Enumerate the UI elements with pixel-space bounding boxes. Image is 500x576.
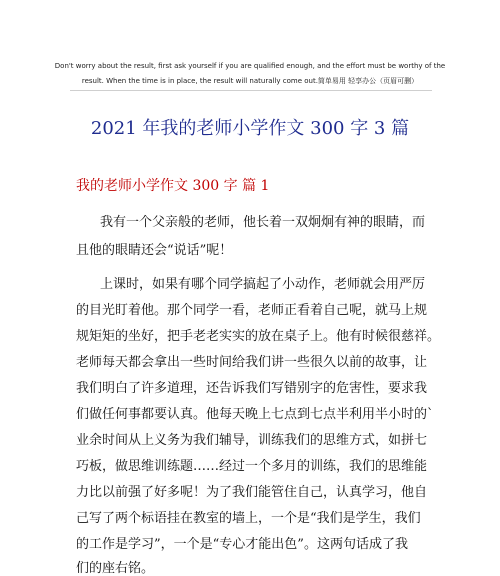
paragraph-line: 的目光盯着他。那个同学一看，老师正看着自己呢，就马上规 <box>76 303 428 318</box>
paragraph-line: 巧板，做思维训练题……经过一个多月的训练，我们的思维能 <box>76 459 428 474</box>
paragraph-line: 我们明白了许多道理，还告诉我们写错别字的危害性，要求我 <box>76 381 428 396</box>
header-divider <box>70 90 432 91</box>
paragraph-line: 力比以前强了好多呢！为了我们能管住自己，认真学习，他自 <box>76 485 428 500</box>
paragraph-line: 己写了两个标语挂在教室的墙上，一个是“我们是学生，我们 <box>76 511 421 526</box>
paragraph-line: 且他的眼睛还会“说话”呢！ <box>76 243 233 258</box>
page-header-line-1: Don't worry about the result, first ask yourself if you are qualified enough, and the effort must be worthy of the <box>54 62 446 70</box>
paragraph-line: 们做任何事都要认真。他每天晚上七点到七点半利用半小时的` <box>76 407 434 422</box>
paragraph-line: 的工作是学习”，一个是“专心才能出色”。这两句话成了我 <box>76 537 408 552</box>
paragraph-line: 老师每天都会拿出一些时间给我们讲一些很久以前的故事，让 <box>76 355 428 370</box>
paragraph-line: 规矩矩的坐好，把手老老实实的放在桌子上。他有时候很慈祥。 <box>76 329 441 344</box>
page-header-line-2: result. When the time is in place, the result will naturally come out.简单易用 轻享办公（页眉可删） <box>81 77 419 85</box>
paragraph-line: 我有一个父亲般的老师，他长着一双炯炯有神的眼睛，而 <box>100 215 426 230</box>
section-title: 我的老师小学作文 300 字 篇 1 <box>76 178 270 194</box>
paragraph-line: 上课时，如果有哪个同学搞起了小动作，老师就会用严厉 <box>100 277 426 292</box>
paragraph-line: 业余时间从上义务为我们辅导，训练我们的思维方式，如拼七 <box>76 433 428 448</box>
document-title: 2021 年我的老师小学作文 300 字 3 篇 <box>90 118 410 139</box>
paragraph-line: 们的座右铭。 <box>76 561 155 576</box>
